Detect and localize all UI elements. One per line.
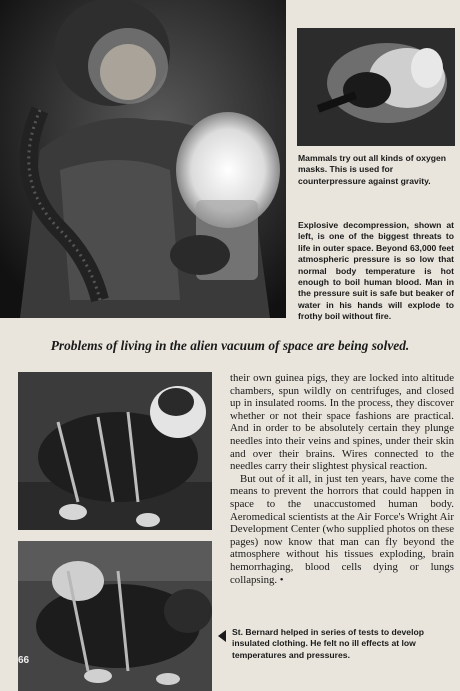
body-paragraph-1: their own guinea pigs, they are locked into altitude chambers, spun wildly on centrifuges, and closed up in insulated rooms. In the process, they discover whether or not their space fashions are practical. And in order to be absolutely certain they plunge needles into their veins and spines, under their skin and over their brains. Wires connected to the needles carry their slightest physical reaction. [230, 372, 454, 473]
st-bernard-photo-top [18, 372, 212, 530]
article-banner: Problems of living in the alien vacuum of space are being solved. [50, 338, 410, 353]
st-bernard-photo-bottom [18, 541, 212, 691]
pressure-suit-photo [0, 0, 286, 318]
mask-caption: Mammals try out all kinds of oxygen masks. This is used for counterpressure against gravity. [298, 153, 447, 186]
page-number: 66 [18, 655, 30, 666]
article-body [230, 372, 454, 586]
oxygen-mask-animal-photo [297, 28, 455, 146]
st-bernard-caption: St. Bernard helped in series of tests to develop insulated clothing. He felt no ill effects at low temperatures and pressures. [232, 627, 424, 660]
body-paragraph-2: But out of it all, in just ten years, have come the means to prevent the horrors that could happen in space to the unaccustomed human body. Aeromedical scientists at the Air Force's Wright Air Development Center (who supplied photos on these pages) now know that man can fly beyond the atmosphere without his tissues exploding, brain hemorrhaging, blood cells dying or lungs collapsing. • [230, 472, 454, 586]
decompression-caption: Explosive decompression, shown at left, is one of the biggest threats to life in outer space. Beyond 63,000 feet atmospheric pressure is so low that normal body temperature is hot enough to boil human blood. Man in the pressure suit is safe but beaker of water in his hands will explode to frothy boil without fire. [298, 220, 454, 322]
caption-pointer-icon [218, 630, 226, 642]
